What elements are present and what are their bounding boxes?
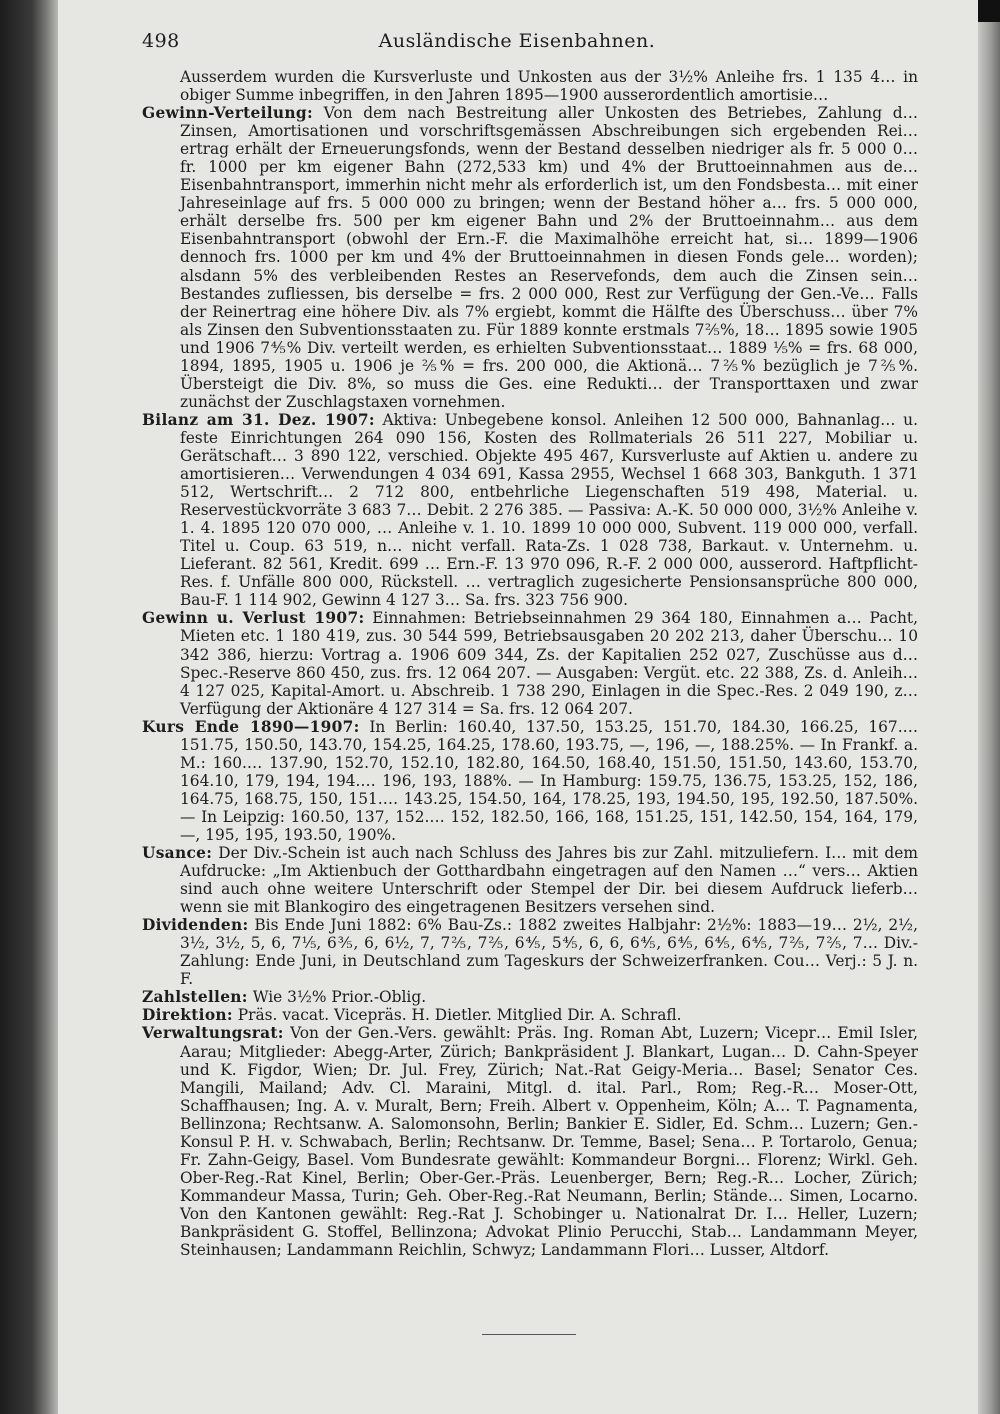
page-number: 498 <box>142 30 180 52</box>
paragraph-text: Präs. vacat. Vicepräs. H. Dietler. Mitglied Dir. A. Schrafl. <box>237 1006 682 1025</box>
page-header <box>142 30 892 60</box>
running-title: Ausländische Eisenbahnen. <box>378 30 656 52</box>
section-heading: Usance: <box>142 844 213 863</box>
paragraph-dividenden <box>142 916 918 988</box>
paragraph-text: Bis Ende Juni 1882: 6% Bau-Zs.: 1882 zweites Halbjahr: 2½%: 1883—19… 2½, 2½, 3½, 3½, 5, 6, 7⅕, 6⅗, 6, 6½, 7, 7⅖, 7⅖, 6⅘, 5⅘, 6, 6, 6⅘, 6⅘, 6⅘, 6⅘, 7⅖, 7⅖, 7… Div.-Zahlung: Ende Juni, in Deutschland zum Tageskurs der Schweizerfranken. Cou… Verj.: 5 J. n. F. <box>180 916 918 989</box>
paragraph-text: In Berlin: 160.40, 137.50, 153.25, 151.70, 184.30, 166.25, 167.… 151.75, 150.50, 143.70, 154.25, 164.25, 178.60, 193.75, —, 196, —, 188.25%. — In Frankf. a. M.: 160.… 137.90, 152.70, 152.10, 182.80, 164.50, 168.40, 151.50, 151.50, 143.60, 153.70, 164.10, 179, 194, 194.… 196, 193, 188%. — In Hamburg: 159.75, 136.75, 153.25, 152, 186, 164.75, 168.75, 150, 151.… 143.25, 154.50, 164, 178.25, 193, 194.50, 195, 192.50, 187.50%. — In Leipzig: 160.50, 137, 152.… 152, 182.50, 166, 168, 151.25, 151, 142.50, 154, 164, 179, —, 195, 195, 193.50, 190%. <box>180 717 918 844</box>
body-text <box>142 68 918 1259</box>
scan-left-edge <box>0 0 58 1414</box>
section-heading: Kurs Ende 1890—1907: <box>142 717 360 736</box>
paragraph-intro <box>142 68 918 104</box>
section-heading: Dividenden: <box>142 916 249 935</box>
scan-right-edge <box>978 0 1000 1414</box>
paragraph-zahlstellen <box>142 988 918 1006</box>
paragraph-text: Ausserdem wurden die Kursverluste und Unkosten aus der 3½% Anleihe frs. 1 135 4… in obiger Summe inbegriffen, in den Jahren 1895—1900 ausserordentlich amortisie… <box>180 68 918 105</box>
paragraph-verwaltungsrat <box>142 1024 918 1259</box>
section-heading: Bilanz am 31. Dez. 1907: <box>142 410 375 429</box>
paragraph-gewinn-verteilung <box>142 104 918 411</box>
paragraph-text: Von der Gen.-Vers. gewählt: Präs. Ing. Roman Abt, Luzern; Vicepr… Emil Isler, Aarau; Mitglieder: Abegg-Arter, Zürich; Bankpräsident J. Blankart, Lugan… D. Cahn-Speyer und K. Figdor, Wien; Dr. Jul. Frey, Zürich; Nat.-Rat Geigy-Meria… Basel; Senator Ces. Mangili, Mailand; Adv. Cl. Maraini, Mitgl. d. ital. Parl., Rom; Reg.-R… Moser-Ott, Schaffhausen; Ing. A. v. Muralt, Bern; Freih. Albert v. Oppenheim, Köln; A… T. Pagnamenta, Bellinzona; Rechtsanw. A. Salomonsohn, Berlin; Bankier E. Sidler, Ed. Schm… Luzern; Gen.-Konsul P. H. v. Schwabach, Berlin; Rechtsanw. Dr. Temme, Basel; Sena… P. Tortarolo, Genua; Fr. Zahn-Geigy, Basel. Vom Bundesrate gewählt: Kommandeur Borgni… Florenz; Wirkl. Geh. Ober-Reg.-Rat Kinel, Berlin; Ober-Ger.-Präs. Leuenberger, Bern; Reg.-R… Locher, Zürich; Kommandeur Massa, Turin; Geh. Ober-Reg.-Rat Neumann, Berlin; Stände… Simen, Locarno. Von den Kantonen gewählt: Reg.-Rat J. Schobinger u. Nationalrat Dr. I… Heller, Luzern; Bankpräsident G. Stoffel, Bellinzona; Advokat Plinio Perucchi, Stab… Landammann Meyer, Steinhausen; Landammann Reichlin, Schwyz; Landammann Flori… Lusser, Altdorf. <box>180 1024 918 1260</box>
section-heading: Gewinn u. Verlust 1907: <box>142 609 365 628</box>
paragraph-text: Einnahmen: Betriebseinnahmen 29 364 180, Einnahmen a… Pacht, Mieten etc. 1 180 419, zus. 30 544 599, Betriebsausgaben 20 202 213, daher Überschu… 10 342 386, hierzu: Vortrag a. 1906 609 344, Zs. der Kapitalien 252 027, Zuschüsse aus d… Spec.-Reserve 860 450, zus. frs. 12 064 207. — Ausgaben: Vergüt. etc. 22 388, Zs. d. Anleih… 4 127 025, Kapital-Amort. u. Abschreib. 1 738 290, Einlagen in die Spec.-Res. 2 049 190, z… Verfügung der Aktionäre 4 127 314 = Sa. frs. 12 064 207. <box>180 609 918 718</box>
scan-corner-shadow <box>978 0 1000 22</box>
section-divider <box>482 1334 576 1335</box>
paragraph-text: Wie 3½% Prior.-Oblig. <box>252 988 427 1007</box>
book-page <box>58 0 978 1414</box>
paragraph-usance <box>142 844 918 916</box>
section-heading: Verwaltungsrat: <box>142 1024 284 1043</box>
section-heading: Direktion: <box>142 1006 233 1025</box>
section-heading: Gewinn-Verteilung: <box>142 104 313 123</box>
paragraph-kurs <box>142 718 918 844</box>
paragraph-text: Der Div.-Schein ist auch nach Schluss des Jahres bis zur Zahl. mitzuliefern. I… mit dem Aufdrucke: „Im Aktienbuch der Gotthardbahn eingetragen auf den Namen …“ vers… Aktien sind auch ohne weitere Unterschrift oder Stempel der Dir. bei diesem Aufdruck lieferb… wenn sie mit Blankogiro des eingetragenen Besitzers versehen sind. <box>180 844 918 917</box>
paragraph-text: Von dem nach Bestreitung aller Unkosten des Betriebes, Zahlung d… Zinsen, Amortisationen und vorschriftsgemässen Abschreibungen sich ergebenden Rei… ertrag erhält der Erneuerungsfonds, wenn der Bestand desselben niedriger als fr. 5 000 0… fr. 1000 per km eigener Bahn (272,533 km) und 4% der Bruttoeinnahmen aus de… Eisenbahntransport, immerhin nicht mehr als erforderlich ist, um den Fondsbesta… mit einer Jahreseinlage auf frs. 5 000 000 zu bringen; wenn der Bestand höher a… frs. 5 000 000, erhält derselbe frs. 500 per km eigener Bahn und 2% der Bruttoeinnahm… aus dem Eisenbahntransport (obwohl der Ern.-F. die Maximalhöhe erreicht hat, si… 1899—1906 dennoch frs. 1000 per km und 4% der Bruttoeinnahmen in diesen Fonds gele… worden); alsdann 5% des verbleibenden Restes an Reservefonds, dem auch die Zinsen sein… Bestandes zufliessen, bis derselbe = frs. 2 000 000, Rest zur Verfügung der Gen.-Ve… Falls der Reinertrag eine höhere Div. als 7% ergiebt, kommt die Hälfte des Überschuss… über 7% als Zinsen den Subventionsstaaten zu. Für 1889 konnte erstmals 7⅖%, 18… 1895 sowie 1905 und 1906 7⅘% Div. verteilt werden, es erhielten Subventionsstaat… 1889 ⅕% = frs. 68 000, 1894, 1895, 1905 u. 1906 je ⅖% = frs. 200 000, die Aktionä… 7⅖% bezüglich je 7⅖%. Übersteigt die Div. 8%, so muss die Ges. eine Redukti… der Transporttaxen und zwar zunächst der Zuschlagstaxen vornehmen. <box>180 104 918 411</box>
paragraph-gewinn-verlust <box>142 609 918 717</box>
paragraph-bilanz <box>142 411 918 610</box>
paragraph-direktion <box>142 1006 918 1024</box>
section-heading: Zahlstellen: <box>142 988 248 1007</box>
paragraph-text: Aktiva: Unbegebene konsol. Anleihen 12 500 000, Bahnanlag… u. feste Einrichtungen 264 090 156, Kosten des Rollmaterials 26 511 227, Mobiliar u. Gerätschaft… 3 890 122, verschied. Objekte 495 467, Kursverluste auf Aktien u. andere zu amortisieren… Verwendungen 4 034 691, Kassa 2955, Wechsel 1 668 303, Bankguth. 1 371 512, Wertschrift… 2 712 800, entbehrliche Liegenschaften 519 498, Material. u. Reservestückvorräte 3 683 7… Debit. 2 276 385. — Passiva: A.-K. 50 000 000, 3½% Anleihe v. 1. 4. 1895 120 070 000, … Anleihe v. 1. 10. 1899 10 000 000, Subvent. 119 000 000, verfall. Titel u. Coup. 63 519, n… nicht verfall. Rata-Zs. 1 028 738, Barkaut. v. Unternehm. u. Lieferant. 82 561, Kredit. 699 … Ern.-F. 13 970 096, R.-F. 2 000 000, ausserord. Haftpflicht-Res. f. Unfälle 800 000, Rückstell. … vertraglich zugesicherte Pensionsansprüche 800 000, Bau-F. 1 114 902, Gewinn 4 127 3… Sa. frs. 323 756 900. <box>180 410 918 610</box>
